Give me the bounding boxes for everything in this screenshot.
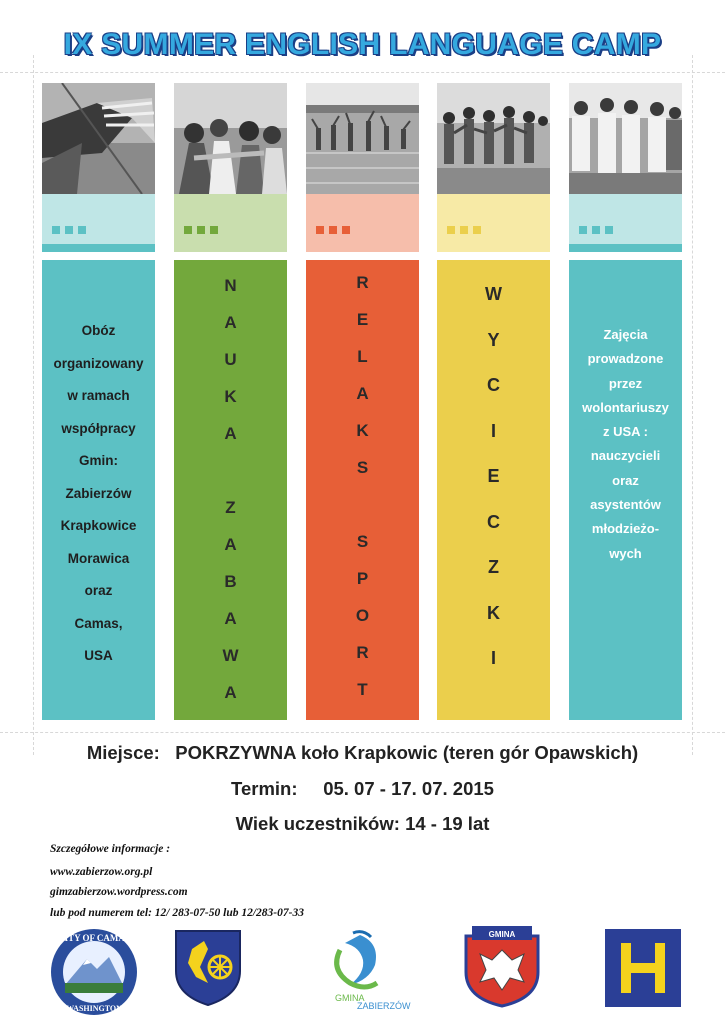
camas-top-text: CITY OF CAMAS [58,933,130,943]
lake-swimming-photo [306,83,419,194]
column-intro [42,83,155,720]
page-title: IX SUMMER ENGLISH LANGUAGE CAMP [63,28,662,61]
guide-line [33,55,34,755]
krapkowice-crest [172,927,244,1012]
relaks-sport-text: R E L A K S S P O R T [355,273,370,699]
light-band [42,194,155,244]
main-panel [42,260,155,720]
date-value: 05. 07 - 17. 07. 2015 [323,778,494,799]
column-nauka [174,83,287,720]
date-label: Termin: [231,778,298,799]
guide-line [0,732,725,733]
main-panel [174,260,287,720]
place-line [0,742,725,764]
camas-square-logo [605,929,681,1012]
main-panel [306,260,419,720]
age-value: 14 - 19 lat [405,813,490,834]
crest-label: GMINA [488,930,516,939]
contact-heading: Szczegółowe informacje : [50,843,171,855]
gmina-text: GMINA [335,993,365,1003]
nauka-zabawa-text: N A U K A Z A B A W A [222,276,239,702]
american-flag-photo [42,83,155,194]
column-wycieczki [437,83,550,720]
zabierzow-text: ZABIERZÓW [357,1001,411,1011]
age-label: Wiek uczestników: [235,813,400,834]
dancing-group-photo [437,83,550,194]
main-panel [437,260,550,720]
age-line [0,813,725,835]
guide-line [692,55,693,755]
guide-line [0,72,725,73]
volunteers-photo [569,83,682,194]
volunteers-text: Zajęcia prowadzone przez wolontariuszy z USA : nauczycieli oraz asystentów młodzieżo- wych [582,327,669,561]
place-value: POKRZYWNA koło Krapkowic (teren gór Opawskich) [175,742,639,763]
decor-dots [579,226,613,234]
camas-bottom-text: WASHINGTON [66,1004,122,1013]
city-of-camas-seal [49,927,139,1022]
wycieczki-text: W Y C I E C Z K I [485,284,502,668]
light-band [306,194,419,244]
group-hands-photo [174,83,287,194]
light-band [174,194,287,244]
column-relaks [306,83,419,720]
website-link[interactable]: www.zabierzow.org.pl [50,866,153,878]
intro-text: Obóz organizowany w ramach współpracy Gmin: Zabierzów Krapkowice Morawica oraz Camas, USA [53,323,144,663]
decor-dots [316,226,350,234]
light-band [437,194,550,244]
gmina-zabierzow-logo [305,925,415,1020]
morawica-crest [462,924,542,1013]
place-label: Miejsce: [86,742,160,763]
accent-strip [437,244,550,252]
accent-strip [174,244,287,252]
accent-strip [306,244,419,252]
light-band [569,194,682,244]
main-panel [569,260,682,720]
column-volunteers [569,83,682,720]
accent-strip [42,244,155,252]
blog-link[interactable]: gimzabierzow.wordpress.com [50,886,188,898]
decor-dots [184,226,218,234]
date-line [0,778,725,800]
decor-dots [447,226,481,234]
decor-dots [52,226,86,234]
phone-line: lub pod numerem tel: 12/ 283-07-50 lub 12/283-07-33 [50,907,304,919]
accent-strip [569,244,682,252]
